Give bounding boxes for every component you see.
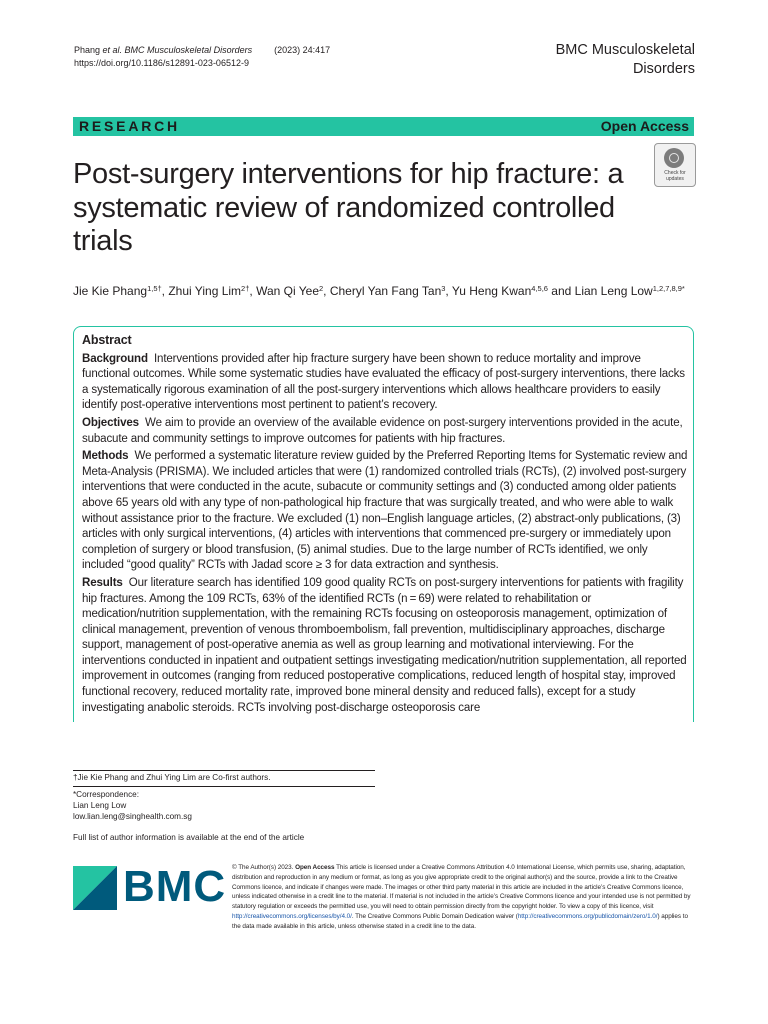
results-label: Results bbox=[82, 576, 123, 589]
author-name: Lian Leng Low bbox=[574, 284, 653, 298]
running-header bbox=[74, 44, 330, 70]
license-text-2: . The Creative Commons Public Domain Dedication waiver ( bbox=[351, 912, 518, 920]
citation-etal: et al. BMC Musculoskeletal Disorders bbox=[102, 45, 253, 55]
cc-zero-link[interactable]: http://creativecommons.org/publicdomain/zero/1.0/ bbox=[517, 912, 658, 920]
article-type-bar bbox=[73, 117, 694, 136]
check-for-updates-icon bbox=[664, 148, 684, 168]
journal-name-line2: Disorders bbox=[632, 61, 695, 77]
author-separator: and bbox=[547, 284, 575, 298]
article-title: Post-surgery interventions for hip fracture: a systematic review of randomized controlled trials bbox=[73, 158, 624, 257]
author-name: Cheryl Yan Fang Tan bbox=[329, 284, 442, 298]
doi-link[interactable]: https://doi.org/10.1186/s12891-023-06512-9 bbox=[74, 58, 249, 68]
author-info-note: Full list of author information is available at the end of the article bbox=[73, 833, 305, 842]
cofirst-footnote: †Jie Kie Phang and Zhui Ying Lim are Co-first authors. bbox=[73, 773, 271, 782]
author-name: Yu Heng Kwan bbox=[451, 284, 532, 298]
author-separator: , bbox=[445, 284, 452, 298]
author-name: Zhui Ying Lim bbox=[168, 284, 242, 298]
footnote-divider bbox=[73, 770, 375, 771]
author-name: Jie Kie Phang bbox=[73, 284, 148, 298]
abstract-heading: Abstract bbox=[82, 333, 132, 347]
results-text: Our literature search has identified 109 good quality RCTs on post-surgery interventions for patients with fragility hip fractures. Among the 109 RCTs, 63% of the identified RCTs (n = 69) were related to rehabilitation or medication/nutrition supplementation, with the remaining RCTs focusing on osteoporosis management, optimization of clinical management, prevention of venous thromboembolism, fall prevention, multidisciplinary approaches, discharge support, management of post-operative anemia as well as group learning and motivational interviewing. For the interventions conducted in inpatient and outpatient settings investigating medication/nutrition supplementation, all reported improvement in outcomes (ranging from reduced postoperative complications, reduced length of hospital stay, improved functional recovery, reduced mortality rate, improved bone mineral density and reduced falls), except for a study investigating anabolic steroids. RCTs involving post-discharge osteoporosis care bbox=[82, 576, 687, 714]
abstract-content bbox=[82, 333, 688, 718]
abstract-results bbox=[82, 576, 688, 716]
author-list bbox=[73, 283, 695, 299]
background-label: Background bbox=[82, 352, 148, 365]
abstract-objectives bbox=[82, 416, 688, 447]
journal-name-line1: BMC Musculoskeletal bbox=[555, 42, 695, 58]
license-text-3: ) applies to the data made available in this article, unless otherwise stated in a credit line to the data. bbox=[232, 912, 688, 930]
methods-label: Methods bbox=[82, 450, 129, 463]
bmc-logo-text: BMC bbox=[123, 862, 227, 911]
article-type-label: RESEARCH bbox=[79, 118, 180, 134]
author-name: Wan Qi Yee bbox=[256, 284, 319, 298]
cc-by-link[interactable]: http://creativecommons.org/licenses/by/4.0/ bbox=[232, 912, 352, 920]
open-access-label: Open Access bbox=[600, 118, 689, 134]
author-separator: , bbox=[323, 284, 330, 298]
author-separator: , bbox=[161, 284, 169, 298]
correspondence-name: Lian Leng Low bbox=[73, 801, 127, 810]
author-affiliation: 1,5† bbox=[147, 284, 162, 293]
abstract-methods bbox=[82, 449, 688, 574]
objectives-label: Objectives bbox=[82, 416, 139, 429]
footnote-divider-2 bbox=[73, 786, 375, 787]
correspondence-label: *Correspondence: bbox=[73, 790, 139, 799]
check-for-updates-badge[interactable] bbox=[654, 143, 696, 187]
copyright: © The Author(s) 2023. bbox=[232, 864, 294, 871]
license-open-access: Open Access bbox=[295, 864, 335, 871]
author-affiliation: 1,2,7,8,9* bbox=[652, 284, 685, 293]
objectives-text: We aim to provide an overview of the available evidence on post-surgery interventions provided in the acute, subacute and community settings to improve outcomes for patients with hip fractures. bbox=[82, 416, 683, 445]
citation-authors: Phang bbox=[74, 45, 103, 55]
citation-year-volume: (2023) 24:417 bbox=[274, 45, 331, 55]
license-text-1: This article is licensed under a Creative Commons Attribution 4.0 International License, which permits use, sharing, adaptation, distribution and reproduction in any medium or format, as long as you give appropriate credit to the original author(s) and the source, provide a link to the Creative Commons licence, and indicate if changes were made. The images or other third party material in this article are included in the article’s Creative Commons licence, unless indicated otherwise in a credit line to the material. If material is not included in the article’s Creative Commons licence and your intended use is not permitted by statutory regulation or exceeds the permitted use, you will need to obtain permission directly from the copyright holder. To view a copy of this licence, visit bbox=[232, 864, 691, 911]
background-text: Interventions provided after hip fracture surgery have been shown to reduce mortality and improve functional outcomes. While some systematic studies have evaluated the efficacy of post-surgery interventions, there lacks a systematically rigorous examination of all the post-surgery interventions which allows healthcare providers to easily identify post-operative interventions most pertinent to patient’s recovery. bbox=[82, 352, 685, 412]
author-affiliation: 3 bbox=[441, 284, 446, 293]
author-affiliation: 2† bbox=[241, 284, 250, 293]
abstract-box bbox=[73, 326, 694, 722]
check-for-updates-text: Check for updates bbox=[664, 170, 686, 182]
correspondence-block bbox=[73, 789, 192, 822]
author-separator: , bbox=[249, 284, 257, 298]
correspondence-email[interactable]: low.lian.leng@singhealth.com.sg bbox=[73, 812, 192, 821]
author-affiliation: 4,5,6 bbox=[531, 284, 548, 293]
methods-text: We performed a systematic literature review guided by the Preferred Reporting Items for Systematic review and Meta-Analysis (PRISMA). We included articles that were (1) randomized controlled trials (RCTs), (2) involved post-surgery interventions that were conducted in the acute, subacute or community settings and (3) conducted among older patients above 65 years old with any type of non-pathological hip fracture that was surgically treated, and who were able to walk without assistance prior to the fracture. We excluded (1) non–English language articles, (2) abstract-only publications, (3) articles with only surgical interventions, (4) articles with interventions that commenced pre-surgery or immediately upon completion of surgery or blood transfusion, (5) animal studies. Due to the large number of RCTs identified, we only included “good quality” RCTs with Jadad score ≥ 3 for data extraction and synthesis. bbox=[82, 450, 688, 572]
abstract-background bbox=[82, 352, 688, 414]
license-statement bbox=[232, 863, 694, 932]
journal-name bbox=[475, 41, 695, 79]
author-affiliation: 2 bbox=[319, 284, 324, 293]
